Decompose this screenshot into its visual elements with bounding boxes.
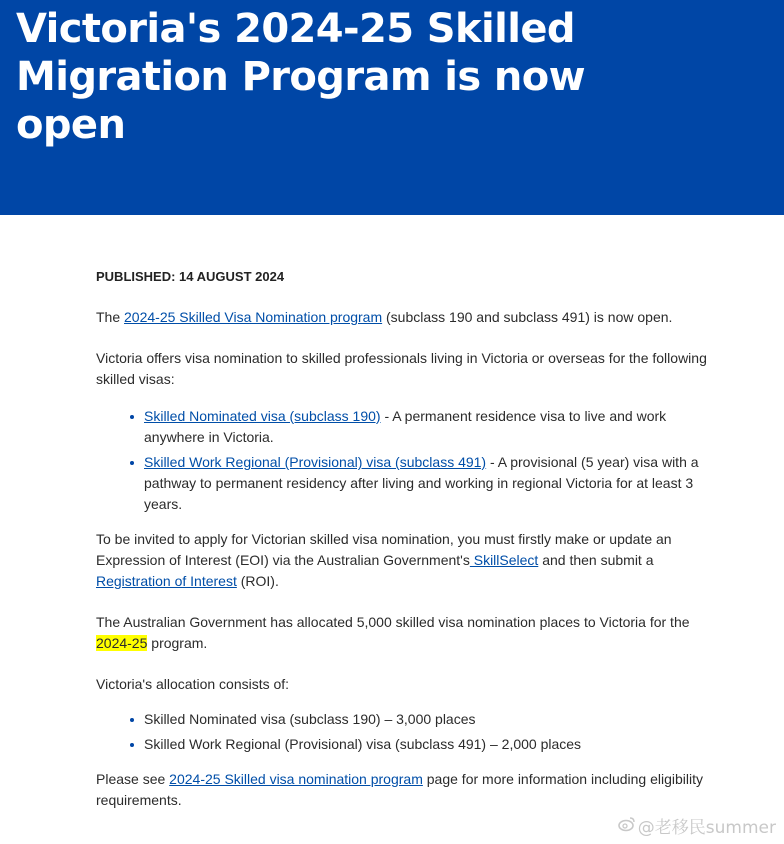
page-header (0, 0, 784, 215)
more-info-paragraph (96, 769, 716, 811)
list-item: Skilled Work Regional (Provisional) visa (subclass 491) – 2,000 places (144, 734, 716, 755)
more-info-text-post: page for more information including eligibility requirements. (96, 771, 704, 808)
list-item-desc: - A provisional (5 year) visa with a pathway to permanent residency after living and working in regional Victoria for at least 3 years. (144, 454, 699, 512)
list-item-desc: - A permanent residence visa to live and work anywhere in Victoria. (144, 408, 667, 445)
eoi-text-post: (ROI). (236, 573, 279, 589)
program-page-link[interactable]: 2024-25 Skilled visa nomination program (169, 771, 423, 787)
weibo-icon (618, 816, 636, 836)
article-body (96, 266, 716, 831)
eoi-text-pre: To be invited to apply for Victorian skilled visa nomination, you must firstly make or update an Expression of Interest (EOI) via the Australian Government's (96, 531, 672, 568)
list-item (144, 406, 716, 448)
skillselect-link[interactable]: SkillSelect (469, 552, 539, 568)
visa-list (96, 406, 716, 515)
published-date: PUBLISHED: 14 AUGUST 2024 (96, 269, 285, 284)
allocation-list (96, 709, 716, 755)
highlighted-year: 2024-25 (96, 635, 148, 651)
more-info-text-pre: Please see (96, 771, 170, 787)
eoi-text-mid: and then submit a (538, 552, 654, 568)
offers-paragraph: Victoria offers visa nomination to skilled professionals living in Victoria or overseas for the following skilled visas: (96, 350, 707, 387)
subclass-491-link[interactable]: Skilled Work Regional (Provisional) visa (subclass 491) (144, 454, 487, 470)
visa-nomination-program-link[interactable]: 2024-25 Skilled Visa Nomination program (124, 309, 383, 325)
watermark-text: @老移民summer (637, 818, 776, 838)
intro-paragraph (96, 307, 716, 328)
allocation-text-post: program. (147, 635, 208, 651)
registration-of-interest-link[interactable]: Registration of Interest (96, 573, 237, 589)
list-item (144, 452, 716, 515)
watermark (618, 813, 776, 838)
intro-text-pre: The (96, 309, 125, 325)
allocation-text-pre: The Australian Government has allocated 5,000 skilled visa nomination places to Victoria for the (96, 614, 690, 630)
allocation-paragraph (96, 612, 716, 654)
page-title: Victoria's 2024-25 Skilled Migration Program is now open (16, 6, 586, 148)
allocation-intro: Victoria's allocation consists of: (96, 676, 290, 692)
eoi-paragraph (96, 529, 716, 592)
list-item: Skilled Nominated visa (subclass 190) – 3,000 places (144, 709, 716, 730)
subclass-190-link[interactable]: Skilled Nominated visa (subclass 190) (144, 408, 381, 424)
intro-text-post: (subclass 190 and subclass 491) is now open. (382, 309, 673, 325)
